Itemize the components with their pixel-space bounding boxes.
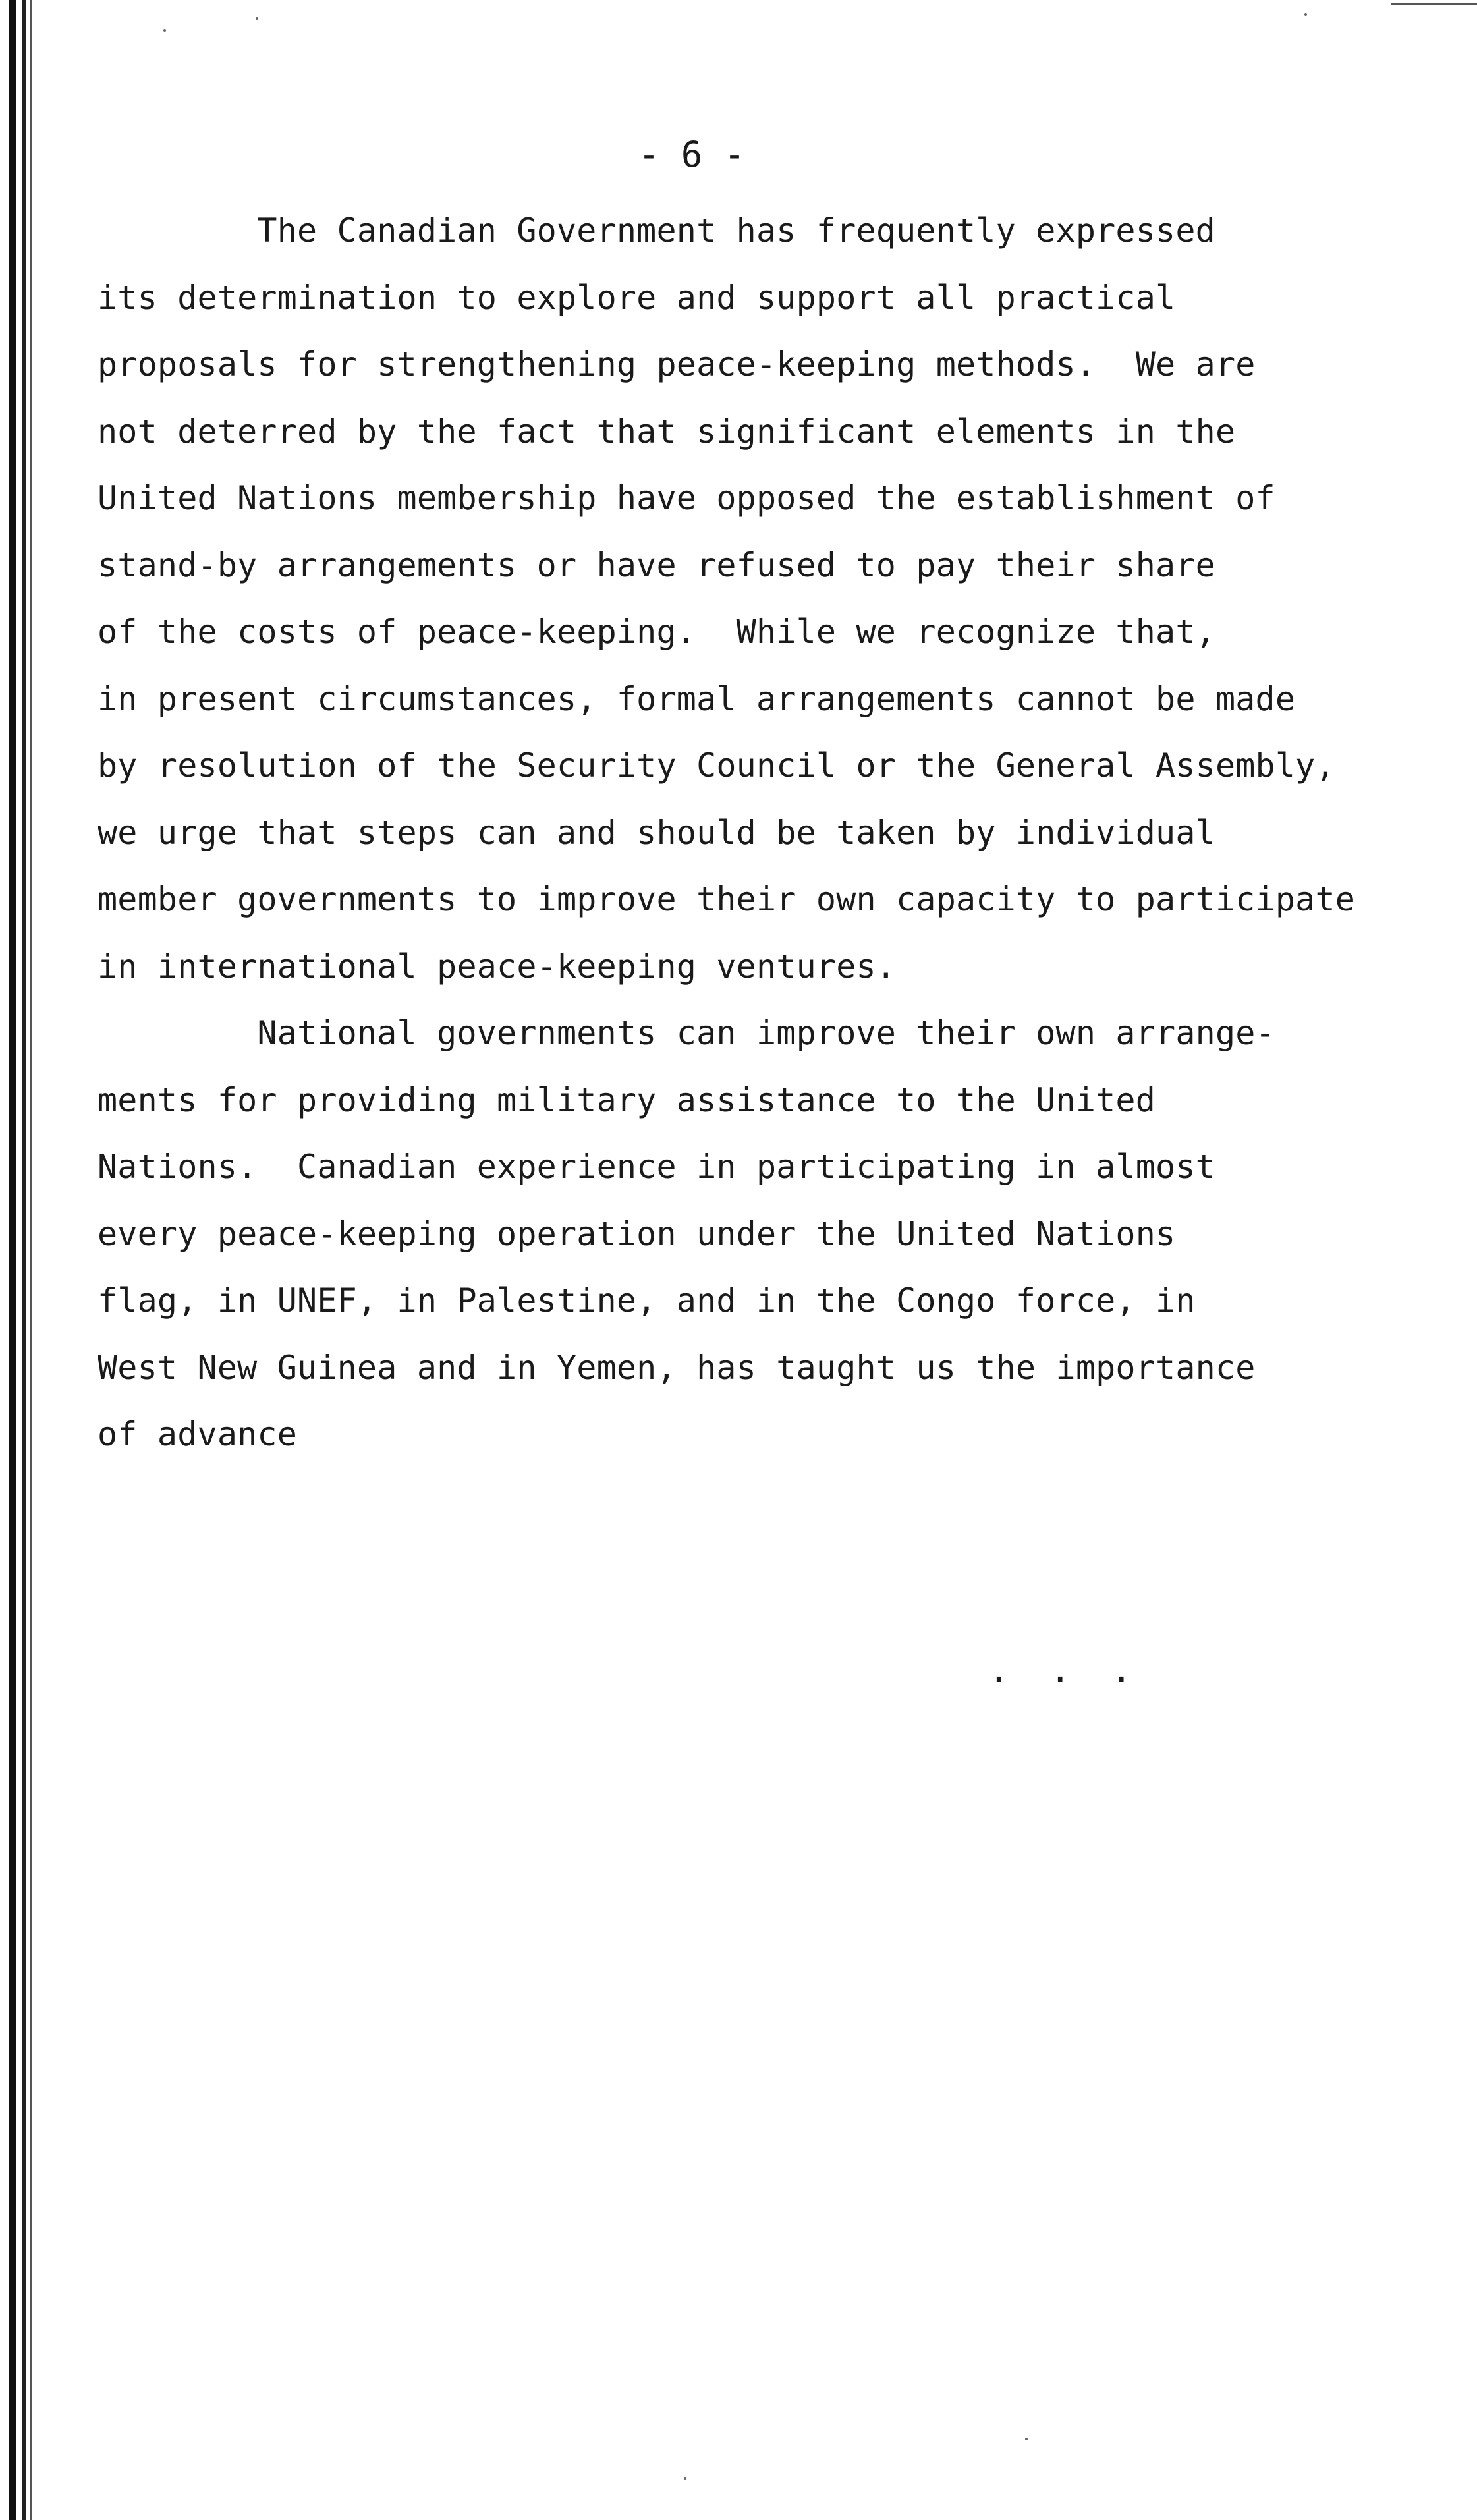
binding-edge [0,0,40,2520]
text-line: its determination to explore and support all practical [98,278,1176,317]
text-line: Nations. Canadian experience in participating in almost [98,1148,1215,1186]
text-line: of advance [98,1415,298,1453]
text-line: ments for providing military assistance to the United [98,1080,1156,1119]
text-line: West New Guinea and in Yemen, has taught us the importance [98,1348,1256,1387]
text-line: not deterred by the fact that significant elements in the [98,412,1236,451]
continuation-marker: . . . [988,1649,1142,1691]
corner-mark [1391,3,1477,5]
text-line: member governments to improve their own capacity to participate [98,880,1356,918]
text-line: by resolution of the Security Council or the General Assembly, [98,746,1335,785]
paper-speck [684,2477,686,2480]
text-line: every peace-keeping operation under the United Nations [98,1214,1176,1253]
binding-rule-middle [22,0,26,2520]
text-line: The Canadian Government has frequently expressed [98,211,1215,250]
text-line: we urge that steps can and should be taken by individual [98,813,1215,852]
binding-rule-outer [9,0,16,2520]
text-line: proposals for strengthening peace-keeping methods. We are [98,345,1256,383]
text-line: United Nations membership have opposed the establishment of [98,479,1275,517]
text-line: flag, in UNEF, in Palestine, and in the Congo force, in [98,1281,1196,1320]
binding-rule-inner [30,0,32,2520]
paper-speck [1304,13,1307,16]
text-line: of the costs of peace-keeping. While we recognize that, [98,613,1215,651]
page-number: - 6 - [638,134,746,175]
text-line: stand-by arrangements or have refused to pay their share [98,546,1215,584]
text-line: National governments can improve their own arrange- [98,1014,1275,1052]
body-text [98,198,1415,1469]
paper-speck [1025,2438,1028,2440]
text-line: in international peace-keeping ventures. [98,947,897,986]
paper-speck [163,29,166,32]
paper-speck [256,17,258,20]
text-line: in present circumstances, formal arrangements cannot be made [98,679,1296,718]
